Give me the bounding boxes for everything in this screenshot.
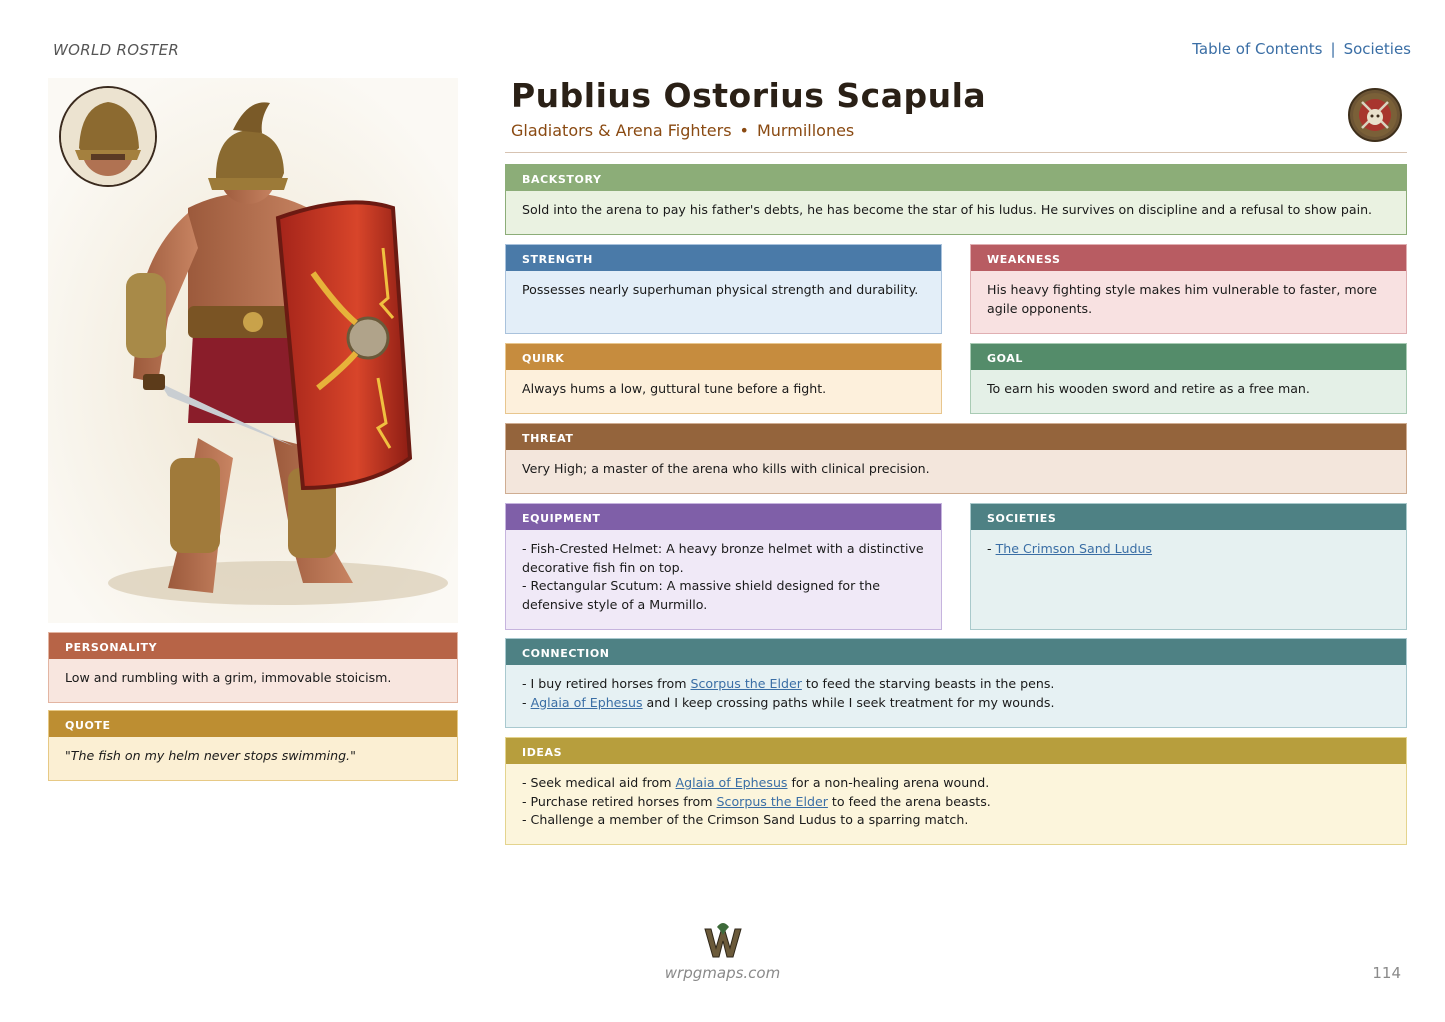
category-label: Gladiators & Arena Fighters — [511, 121, 732, 140]
footer-site-name: wrpgmaps.com — [664, 964, 781, 982]
aglaia-of-ephesus-link[interactable]: Aglaia of Ephesus — [675, 775, 788, 790]
connection-text: to feed the starving beasts in the pens. — [801, 676, 1055, 691]
weakness-card — [970, 244, 1407, 334]
page-number: 114 — [1372, 964, 1401, 982]
connection-text: - I buy retired horses from — [522, 676, 691, 691]
society-link-crimson-sand-ludus[interactable]: The Crimson Sand Ludus — [995, 541, 1152, 556]
connection-heading: CONNECTION — [506, 639, 1406, 665]
connection-list — [506, 665, 1406, 720]
connection-text: and I keep crossing paths while I seek treatment for my wounds. — [642, 694, 1055, 710]
ideas-list — [506, 764, 1406, 838]
subcategory-label: Murmillones — [756, 121, 855, 140]
equipment-heading: EQUIPMENT — [506, 504, 941, 530]
connection-text: - — [522, 694, 531, 710]
strength-heading: STRENGTH — [506, 245, 941, 271]
quote-text: "The fish on my helm never stops swimming." — [65, 748, 356, 763]
societies-card — [970, 503, 1407, 630]
personality-heading: PERSONALITY — [49, 633, 457, 659]
equipment-item: - Rectangular Scutum: A massive shield designed for the defensive style of a Murmillo. — [522, 578, 880, 612]
backstory-text: Sold into the arena to pay his father's debts, he has become the star of his ludus. He survives on discipline and a refusal to show pain. — [522, 202, 1373, 217]
character-name: Publius Ostorius Scapula — [511, 76, 987, 115]
idea-line: - Challenge a member of the Crimson Sand Ludus to a sparring match. — [522, 812, 969, 827]
quirk-heading: QUIRK — [506, 344, 941, 370]
connection-line — [522, 675, 1390, 694]
idea-text: - Seek medical aid from — [522, 775, 676, 790]
top-nav — [1192, 40, 1411, 58]
quote-card — [48, 710, 458, 781]
character-subtitle — [511, 121, 854, 140]
equipment-list — [506, 530, 941, 622]
equipment-card — [505, 503, 942, 630]
strength-card — [505, 244, 942, 334]
idea-text: to feed the arena beasts. — [827, 793, 991, 809]
table-of-contents-link[interactable]: Table of Contents — [1192, 40, 1323, 58]
subtitle-separator: • — [739, 121, 749, 140]
idea-line — [522, 774, 1390, 793]
idea-text: - Purchase retired horses from — [522, 793, 717, 809]
weakness-heading: WEAKNESS — [971, 245, 1406, 271]
character-head-inset — [59, 86, 157, 187]
ideas-card — [505, 737, 1407, 845]
wrpgmaps-logo-icon — [703, 921, 743, 959]
quirk-text: Always hums a low, guttural tune before a fight. — [522, 381, 827, 396]
ideas-heading: IDEAS — [506, 738, 1406, 764]
equipment-item: - Fish-Crested Helmet: A heavy bronze helmet with a distinctive decorative fish fin on top. — [522, 541, 924, 575]
backstory-heading: BACKSTORY — [506, 165, 1406, 191]
weakness-text: His heavy fighting style makes him vulnerable to faster, more agile opponents. — [987, 282, 1377, 316]
threat-card — [505, 423, 1407, 494]
scorpus-the-elder-link[interactable]: Scorpus the Elder — [716, 793, 828, 809]
idea-line — [522, 793, 1390, 812]
personality-text: Low and rumbling with a grim, immovable stoicism. — [65, 670, 392, 685]
goal-card — [970, 343, 1407, 414]
goal-text: To earn his wooden sword and retire as a free man. — [987, 381, 1310, 396]
strength-text: Possesses nearly superhuman physical strength and durability. — [522, 282, 919, 297]
connection-line — [522, 694, 1390, 713]
societies-list — [971, 530, 1406, 567]
societies-heading: SOCIETIES — [971, 504, 1406, 530]
roster-label: WORLD ROSTER — [53, 41, 180, 59]
scorpus-the-elder-link[interactable]: Scorpus the Elder — [690, 676, 802, 691]
gladiator-emblem-icon — [1348, 88, 1402, 142]
title-divider — [505, 152, 1407, 153]
goal-heading: GOAL — [971, 344, 1406, 370]
societies-link[interactable]: Societies — [1343, 40, 1411, 58]
nav-separator: | — [1330, 40, 1336, 58]
aglaia-of-ephesus-link[interactable]: Aglaia of Ephesus — [530, 694, 643, 710]
threat-text: Very High; a master of the arena who kills with clinical precision. — [522, 461, 930, 476]
quote-heading: QUOTE — [49, 711, 457, 737]
backstory-card — [505, 164, 1407, 235]
quirk-card — [505, 343, 942, 414]
connection-card — [505, 638, 1407, 728]
society-prefix: - — [987, 541, 996, 556]
personality-card — [48, 632, 458, 703]
idea-text: for a non-healing arena wound. — [787, 775, 990, 790]
threat-heading: THREAT — [506, 424, 1406, 450]
